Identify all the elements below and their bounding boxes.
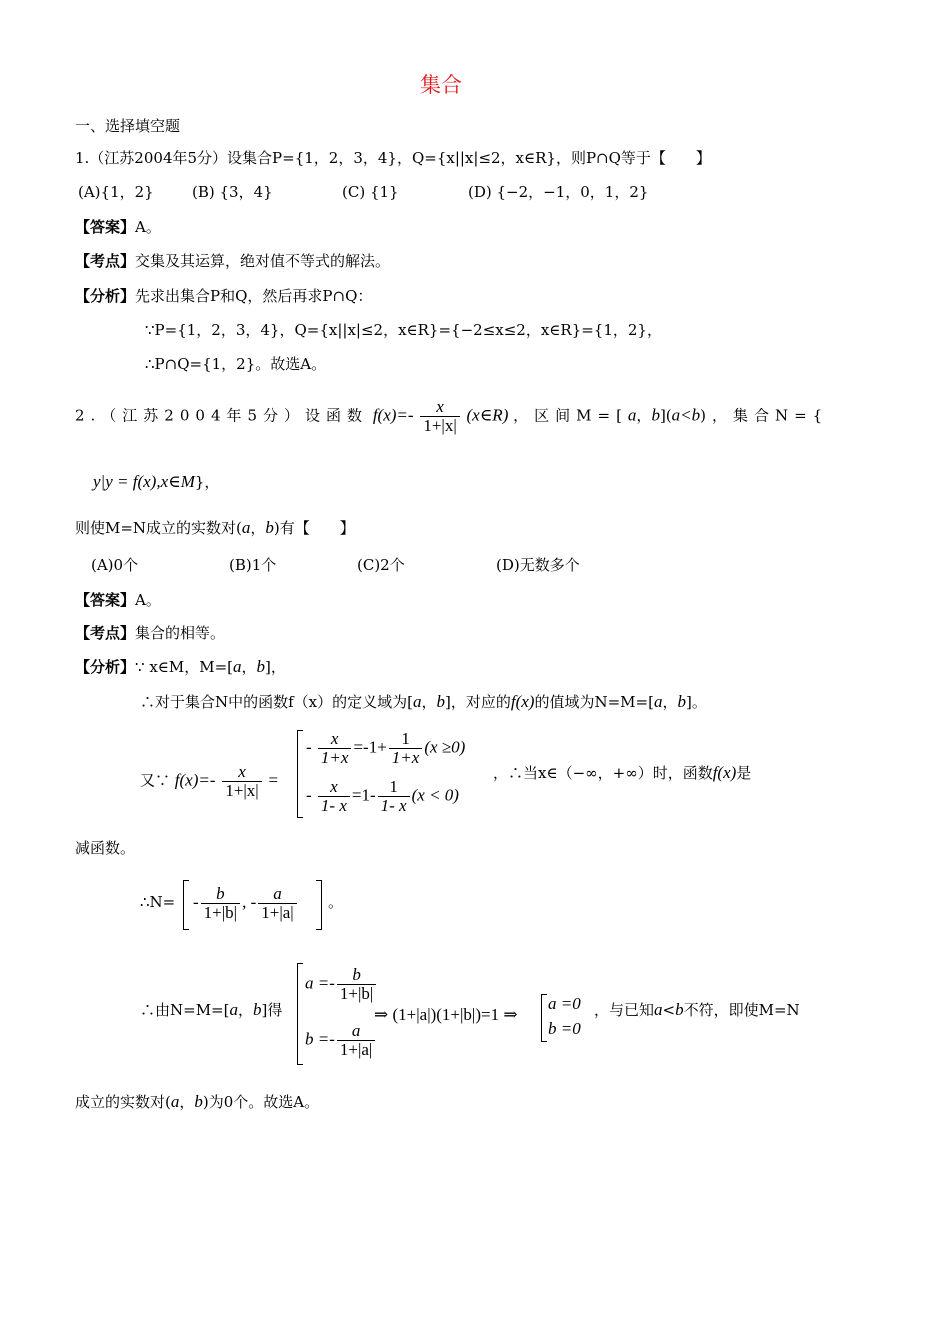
frac-den: 1+|x|: [420, 416, 459, 435]
q2-domain: (x∈R): [466, 405, 509, 425]
frac-den: 1+x: [318, 748, 352, 767]
var-b: b: [194, 1092, 203, 1111]
n-end: 。: [328, 893, 344, 911]
piece2-eq: =1-: [351, 785, 376, 805]
section-heading: 一、选择填空题: [75, 117, 181, 135]
result-brace: [541, 994, 547, 1042]
decreasing-line: [493, 763, 751, 783]
comma: ，: [662, 693, 678, 711]
final-line: [75, 1092, 319, 1112]
q1-option-d: (D) {−2，−1，0，1，2}: [468, 183, 649, 201]
q2-fraction: [420, 398, 459, 435]
q2-question: [75, 518, 355, 538]
piecewise-frac: [222, 763, 261, 800]
q1-option-c: (C) {1}: [342, 183, 399, 201]
piece2-frac2: [378, 778, 410, 815]
frac-den: 1+|a|: [258, 903, 296, 922]
piecewise-fx: f(x)=-: [174, 770, 216, 790]
q2-domain-line: [140, 692, 707, 712]
comma: ，: [421, 693, 437, 711]
res-end: 不符，即使M=N: [683, 1001, 800, 1019]
frac-den: 1- x: [318, 796, 350, 815]
page-title: 集合: [420, 73, 462, 97]
result-text: [594, 1000, 800, 1020]
analysis-text: ∵ x∈M，M=[: [135, 658, 234, 676]
result-b: b =0: [548, 1019, 581, 1038]
var-b: b: [253, 1000, 262, 1019]
less-than: <: [662, 1001, 676, 1019]
q2-set-expression: [93, 472, 219, 492]
n-label: ∴N=: [140, 893, 176, 911]
comma: ，: [250, 519, 266, 537]
piecewise-brace: [297, 730, 303, 818]
decreasing-word: 减函数。: [75, 839, 136, 857]
var-a: a: [241, 518, 251, 537]
implies-icon: ⇒: [503, 1005, 518, 1024]
piece1-frac2: [389, 730, 423, 767]
q2-option-c: (C)2个: [357, 556, 405, 574]
system-eq-a: [305, 966, 378, 1003]
frac-den: 1+|b|: [337, 984, 376, 1003]
frac-num: x: [330, 777, 338, 796]
q2-option-d: (D)无数多个: [496, 556, 580, 574]
piece2-cond: (x < 0): [411, 785, 459, 805]
question-end: )有【 】: [273, 519, 355, 537]
q2-stem-post: )，集合N={: [700, 406, 829, 425]
domain-pre: ∴对于集合N中的函数f（x）的定义域为[: [140, 693, 413, 711]
frac-num: b: [352, 965, 361, 984]
domain-fx: f(x): [510, 692, 535, 711]
n-bracket-right: [316, 880, 322, 930]
var-a: a: [627, 405, 637, 425]
domain-mid: ]，对应的: [445, 693, 511, 711]
point-text: 交集及其运算，绝对值不等式的解法。: [135, 252, 391, 270]
var-b: b: [436, 692, 446, 711]
frac-num: b: [216, 884, 225, 903]
dec-fx: f(x): [712, 763, 737, 782]
frac-num: x: [330, 729, 339, 748]
var-b: b: [256, 657, 266, 676]
answer-text: A。: [135, 591, 161, 609]
q2-stem: [75, 398, 828, 435]
analysis-text: 先求出集合P和Q，然后再求P∩Q：: [135, 287, 373, 305]
q2-stem-pre: 2.（江苏2004年5分）设函数: [75, 406, 369, 425]
res-text: ，与已知: [594, 1001, 655, 1019]
q1-answer: [75, 217, 161, 237]
implies-icon: ⇒: [374, 1005, 389, 1024]
frac-den: 1+x: [389, 748, 423, 767]
var-b: b: [677, 692, 686, 711]
q1-analysis: [75, 286, 372, 306]
frac-den: 1- x: [378, 796, 410, 815]
minus: -: [306, 785, 312, 805]
frac-num: a: [351, 1021, 361, 1040]
sys-pre: ∴由N=M=[: [140, 1001, 230, 1019]
var-a: a: [233, 657, 242, 676]
piece1-eq: =-1+: [353, 737, 387, 757]
result-a: a =0: [548, 994, 581, 1013]
q2-stem-mid2: ](: [659, 406, 672, 425]
domain-end: ]。: [685, 693, 707, 711]
comma: ，: [241, 658, 257, 676]
set-expr: y|y = f(x),x∈M: [93, 472, 195, 491]
set-close: }，: [194, 473, 220, 491]
again-text: 又∵: [140, 771, 171, 790]
system-brace: [297, 963, 303, 1065]
q1-stem: 1.（江苏2004年5分）设集合P={1，2，3，4}，Q={x||x|≤2，x∈R}，则P∩Q等于【 】: [75, 149, 711, 167]
piece1-cond: (x ≥0): [424, 737, 466, 757]
product-expr: (1+|a|)(1+|b|)=1: [392, 1005, 500, 1024]
var-a: a: [170, 1092, 180, 1111]
system-product-line: [374, 1005, 518, 1025]
dec-end: 是: [736, 764, 752, 782]
piece-lower: [306, 778, 459, 815]
answer-text: A。: [135, 218, 161, 236]
var-b: b: [265, 518, 274, 537]
q1-point: [75, 251, 390, 271]
comma: ，: [179, 1093, 195, 1111]
point-text: 集合的相等。: [135, 624, 226, 642]
q2-stem-mid: ，区间M=[: [513, 406, 628, 425]
n-bracket-left: [183, 880, 189, 930]
analysis-tag: 【分析】: [75, 287, 136, 305]
frac-num: 1: [389, 777, 398, 796]
var-a: a: [229, 1000, 238, 1019]
n-interval: - $\frac{b}{1+|b|}$ , - $\frac{a}{1+|a|}$: [193, 885, 299, 922]
q2-condition: a<b: [671, 405, 701, 425]
answer-tag: 【答案】: [75, 591, 136, 609]
q2-analysis: [75, 657, 286, 677]
q1-analysis-line2: ∴P∩Q={1，2}。故选A。: [145, 355, 327, 373]
var-a: a: [654, 1000, 663, 1019]
point-tag: 【考点】: [75, 624, 136, 642]
minus: -: [306, 737, 312, 757]
sys-a-frac: [337, 966, 376, 1003]
point-tag: 【考点】: [75, 252, 136, 270]
frac-num: a: [273, 884, 282, 903]
q2-answer: [75, 590, 161, 610]
frac-den: 1+|a|: [337, 1040, 375, 1059]
q1-option-b: (B) {3，4}: [192, 183, 273, 201]
piece2-frac: [318, 778, 350, 815]
q2-option-a: (A)0个: [91, 556, 139, 574]
var-b: b: [675, 1000, 684, 1019]
var-a: a: [413, 692, 422, 711]
sys-mid: ]得: [261, 1001, 283, 1019]
sys-a: a =-: [305, 973, 335, 993]
comma: ，: [636, 406, 652, 425]
question-text: 则使M=N成立的实数对(: [75, 519, 242, 537]
frac-num: 1: [401, 729, 410, 748]
q1-option-a: (A){1，2}: [78, 183, 154, 201]
comma: ，: [237, 1001, 253, 1019]
frac-num: x: [238, 762, 246, 781]
answer-tag: 【答案】: [75, 218, 136, 236]
dec-text: ，∴当x∈（−∞，+∞）时，函数: [493, 764, 713, 782]
sys-b-frac: [337, 1022, 375, 1059]
frac-num: x: [436, 397, 444, 416]
system-eq-b: [305, 1022, 377, 1059]
var-a: a: [653, 692, 663, 711]
frac-den: 1+|b|: [201, 903, 240, 922]
analysis-end: ]，: [265, 658, 286, 676]
n-frac2: [258, 885, 296, 922]
final-text: 成立的实数对(: [75, 1093, 171, 1111]
piece-upper: [306, 730, 465, 767]
domain-mid2: 的值域为N=M=[: [534, 693, 654, 711]
system-lead: [140, 1000, 282, 1020]
final-end: )为0个。故选A。: [202, 1093, 320, 1111]
piece1-frac: [318, 730, 352, 767]
n-frac1: [201, 885, 240, 922]
q1-analysis-line1: ∵P={1，2，3，4}，Q={x||x|≤2，x∈R}={−2≤x≤2，x∈R}={1，2}，: [145, 321, 662, 339]
q2-point: [75, 623, 225, 643]
piecewise-lead: 又∵ f(x)=- $\frac{x}{1+|x|}$ =: [140, 762, 279, 800]
sys-b: b =-: [305, 1029, 335, 1049]
analysis-tag: 【分析】: [75, 658, 136, 676]
var-b: b: [651, 405, 660, 425]
q2-fx: f(x)=-: [372, 405, 414, 425]
q2-option-b: (B)1个: [229, 556, 277, 574]
frac-den: 1+|x|: [222, 781, 261, 800]
